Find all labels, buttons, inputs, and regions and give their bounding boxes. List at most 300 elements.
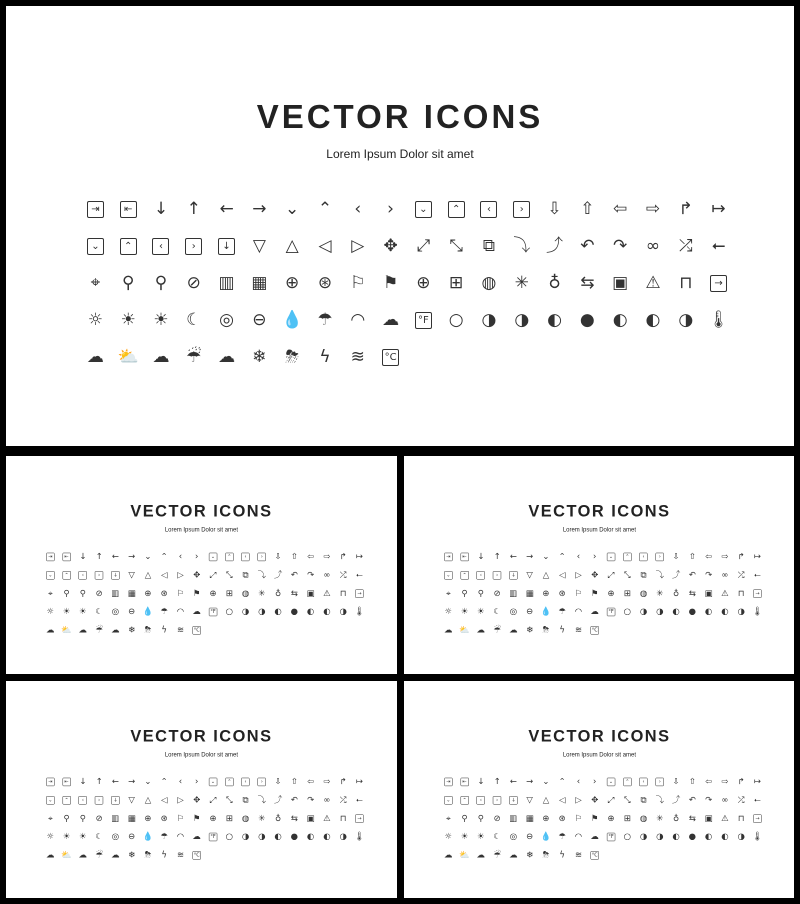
icon-row <box>79 191 739 228</box>
slide-title: VECTOR ICONS <box>130 726 273 745</box>
icon-row <box>42 846 369 864</box>
circle-chevron-left-icon <box>75 566 91 584</box>
pushpin-icon: ⚲ <box>154 273 168 293</box>
globe-icon: ⊕ <box>209 813 217 824</box>
circle-arrow-down-icon <box>505 791 521 809</box>
arrow-down-icon: ↓ <box>153 199 169 219</box>
expand-icon: ⤢ <box>607 795 615 805</box>
waxing-crescent-icon: ◑ <box>241 831 250 842</box>
chevron-down-icon: ⌄ <box>144 776 152 787</box>
curved-arrow-down-icon: ⤵ <box>513 236 531 256</box>
usb-icon: ⭠ <box>356 570 363 580</box>
compass-icon: ⊘ <box>493 588 501 599</box>
waxing-crescent-icon: ◑ <box>481 310 497 330</box>
slide-content <box>6 456 397 674</box>
waning-crescent-icon: ◑ <box>737 831 745 842</box>
cloud-lightning-icon: ϟ <box>559 625 565 636</box>
waxing-crescent-icon: ◑ <box>639 606 648 617</box>
fahrenheit-icon <box>603 603 619 621</box>
sunset-icon: ☀ <box>153 310 169 330</box>
sign-in-icon <box>440 548 456 566</box>
crosshair-icon: ⊕ <box>542 588 550 599</box>
expand-icon: ⤢ <box>209 570 217 580</box>
outline-arrow-down-icon: ⇩ <box>274 776 282 787</box>
icon-row <box>79 228 739 265</box>
icon-row <box>440 791 767 809</box>
triangle-down-icon: ▽ <box>128 795 135 805</box>
icon-glyph: ‹ <box>477 796 485 804</box>
external-link-icon: ⧉ <box>242 570 249 580</box>
arrow-up-icon: ↑ <box>95 776 103 787</box>
outline-arrow-down-icon: ⇩ <box>547 199 562 219</box>
desk-globe-icon: ♁ <box>672 588 680 599</box>
reply-icon: ↶ <box>580 236 595 256</box>
circle-chevron-up-icon <box>112 228 145 265</box>
celsius-icon <box>587 621 603 639</box>
triangle-up-icon: △ <box>542 795 550 805</box>
redo-arrow-icon: ↦ <box>711 199 726 219</box>
water-drop-icon: 💧 <box>281 310 303 330</box>
cloud-icon: ☁ <box>590 606 599 617</box>
pushpin-icon: ⚲ <box>477 588 484 599</box>
moon-surface-icon: ◎ <box>111 606 120 617</box>
wind-icon: ≋ <box>350 347 365 367</box>
forward-icon: ↷ <box>613 236 628 256</box>
icon-glyph: ⇤ <box>62 778 70 786</box>
map-icon: ▥ <box>111 813 120 824</box>
square-chevron-up-icon <box>221 773 237 791</box>
direction-board-icon <box>351 584 367 602</box>
triangle-right-icon: ▷ <box>177 795 184 805</box>
chevron-right-icon: › <box>195 776 199 787</box>
sign-board-icon: ▣ <box>704 813 713 824</box>
icon-row <box>440 846 767 864</box>
moon-stars-icon: ☾ <box>186 310 202 330</box>
cloud-rain-icon: ☔ <box>493 850 501 861</box>
folded-map-icon: ▦ <box>251 273 268 293</box>
circle-chevron-up-icon <box>58 566 74 584</box>
umbrella-icon: ☂ <box>558 831 566 842</box>
arrow-up-icon: ↑ <box>95 551 103 562</box>
water-drop-icon: 💧 <box>540 831 552 842</box>
icon-glyph: ‹ <box>152 238 169 255</box>
forward-icon: ↷ <box>307 795 315 805</box>
slide-subtitle: Lorem Ipsum Dolor sit amet <box>164 525 238 533</box>
cloud-rain-icon: ☔ <box>95 625 103 636</box>
external-link-icon: ⧉ <box>242 795 249 805</box>
cloud-lightning-icon: ϟ <box>319 347 331 367</box>
cloud-outline-icon: ☁ <box>46 625 55 636</box>
outline-arrow-down-icon: ⇩ <box>274 551 282 562</box>
thermometer-icon: 🌡 <box>752 606 763 617</box>
wind-icon: ≋ <box>574 625 583 636</box>
icon-glyph: → <box>355 814 363 822</box>
icon-row <box>440 773 767 791</box>
infinity-loop-icon: ∞ <box>323 570 331 580</box>
pushpin-icon: ⚲ <box>79 588 86 599</box>
arrow-up-icon: ↑ <box>493 776 501 787</box>
cloud-showers-icon: ☁ <box>111 625 120 636</box>
new-moon-icon: ○ <box>623 606 631 617</box>
billboard-icon: ⊓ <box>339 588 347 599</box>
circle-arrow-down-icon <box>210 228 243 265</box>
folded-map-icon: ▦ <box>127 813 136 824</box>
circle-chevron-left-icon <box>75 791 91 809</box>
icon-glyph: › <box>493 571 501 579</box>
curved-arrow-up-icon: ⤴ <box>671 570 681 580</box>
square-chevron-left-icon <box>635 773 651 791</box>
target-icon: ⊛ <box>160 588 168 599</box>
arrow-down-icon: ↓ <box>79 551 87 562</box>
corner-up-right-icon: ↱ <box>737 551 745 562</box>
sign-out-icon <box>456 773 472 791</box>
rainbow-icon: ◠ <box>176 831 185 842</box>
icon-glyph: °C <box>591 852 598 858</box>
icon-glyph: › <box>656 778 664 786</box>
forward-icon: ↷ <box>705 795 713 805</box>
sign-out-icon <box>58 548 74 566</box>
reply-icon: ↶ <box>290 570 298 580</box>
rainbow-icon: ◠ <box>574 831 583 842</box>
icon-glyph: °C <box>193 627 200 633</box>
icon-row <box>42 603 369 621</box>
icon-glyph: ⇤ <box>62 553 70 561</box>
icon-glyph: ⌃ <box>623 778 631 786</box>
outline-arrow-up-icon: ⇧ <box>580 199 595 219</box>
thermometer-icon: 🌡 <box>354 831 365 842</box>
waxing-gibbous-icon: ◐ <box>672 606 680 617</box>
slide-thumbnail-1[interactable] <box>6 456 397 674</box>
first-quarter-icon: ◑ <box>656 606 664 617</box>
icon-glyph: ↓ <box>111 796 119 804</box>
cloud-snow-icon: ❄ <box>128 625 136 636</box>
first-quarter-icon: ◑ <box>258 831 266 842</box>
triangle-up-icon: △ <box>542 570 550 580</box>
flag-icon: ⚐ <box>574 813 583 824</box>
triangle-right-icon: ▷ <box>575 570 582 580</box>
chevron-right-icon: › <box>593 551 597 562</box>
thermometer-icon: 🌡 <box>354 606 365 617</box>
outline-arrow-right-icon: ⇨ <box>721 776 729 787</box>
shuffle-icon: ⤮ <box>678 236 693 256</box>
icon-glyph: ⌃ <box>62 796 70 804</box>
move-icon: ✥ <box>591 795 599 805</box>
map-icon: ▥ <box>111 588 120 599</box>
crosshair-icon: ⊕ <box>285 273 300 293</box>
last-quarter-icon: ◐ <box>721 606 729 617</box>
icon-glyph: → <box>753 814 761 822</box>
circle-chevron-right-icon <box>91 566 107 584</box>
triangle-left-icon: ◁ <box>558 795 566 805</box>
flag-icon: ⚐ <box>176 813 185 824</box>
usb-icon: ⭠ <box>754 795 761 805</box>
corner-up-right-icon: ↱ <box>339 551 347 562</box>
triangle-right-icon: ▷ <box>575 795 582 805</box>
moon-surface-icon: ◎ <box>509 831 518 842</box>
cloud-snow-icon: ❄ <box>526 625 534 636</box>
icon-row <box>79 302 739 339</box>
icon-row <box>42 773 369 791</box>
icon-grid <box>79 191 739 376</box>
umbrella-icon: ☂ <box>558 606 566 617</box>
outline-arrow-right-icon: ⇨ <box>323 776 331 787</box>
waning-gibbous-icon: ◐ <box>612 310 628 330</box>
icon-glyph: ↓ <box>509 796 517 804</box>
road-sign-icon: ⚠ <box>645 273 661 293</box>
square-chevron-up-icon <box>440 191 473 228</box>
flag-icon: ⚐ <box>176 588 185 599</box>
usb-icon: ⭠ <box>356 795 363 805</box>
chevron-right-icon: › <box>387 199 394 219</box>
chevron-left-icon: ‹ <box>178 776 183 787</box>
cloud-drizzle-icon: ☁ <box>78 850 88 861</box>
icon-glyph: ‹ <box>477 571 485 579</box>
chevron-up-icon: ⌃ <box>317 199 333 219</box>
moon-surface-icon: ◎ <box>219 310 234 330</box>
new-moon-icon: ○ <box>225 606 233 617</box>
circle-chevron-down-icon <box>42 791 58 809</box>
fahrenheit-icon <box>205 603 221 621</box>
full-moon-icon: ● <box>688 831 697 842</box>
road-sign-icon: ⚠ <box>323 813 331 824</box>
slide-title: VECTOR ICONS <box>528 501 671 520</box>
icon-glyph: › <box>258 778 266 786</box>
icon-glyph: ⌄ <box>87 238 104 255</box>
celsius-icon <box>587 846 603 864</box>
icon-row <box>440 584 767 602</box>
chevron-left-icon: ‹ <box>354 199 362 219</box>
target-icon: ⊛ <box>160 813 168 824</box>
square-chevron-left-icon <box>237 773 253 791</box>
circle-chevron-down-icon <box>440 566 456 584</box>
icon-row <box>42 809 369 827</box>
icon-glyph: ⌄ <box>209 778 217 786</box>
move-icon: ✥ <box>383 236 398 256</box>
square-chevron-right-icon <box>254 773 270 791</box>
sunrise-icon: ☀ <box>62 831 71 842</box>
icon-row <box>42 584 369 602</box>
last-quarter-icon: ◐ <box>645 310 661 330</box>
slide-content <box>6 6 794 446</box>
cloud-icon: ☁ <box>382 310 400 330</box>
icon-row <box>79 339 739 376</box>
icon-glyph: ⌄ <box>46 796 54 804</box>
square-chevron-down-icon <box>205 548 221 566</box>
moon-surface-icon: ◎ <box>509 606 518 617</box>
icon-glyph: ⌄ <box>607 553 615 561</box>
outline-arrow-down-icon: ⇩ <box>672 551 680 562</box>
corner-up-right-icon: ↱ <box>737 776 745 787</box>
waning-crescent-icon: ◑ <box>339 831 347 842</box>
triangle-left-icon: ◁ <box>318 236 332 256</box>
earth-icon: ◍ <box>481 273 497 293</box>
square-chevron-up-icon <box>619 548 635 566</box>
sign-out-icon <box>112 191 145 228</box>
icon-glyph: → <box>710 275 727 292</box>
collapse-icon: ⤡ <box>623 570 631 580</box>
network-globe-icon: ✳ <box>656 813 664 824</box>
arrow-left-icon: ← <box>509 776 517 787</box>
slide-thumbnail-2[interactable] <box>404 456 794 674</box>
icon-row <box>440 566 767 584</box>
waving-flag-icon: ⚑ <box>590 813 599 824</box>
sign-in-icon <box>79 191 112 228</box>
triangle-down-icon: ▽ <box>128 570 135 580</box>
circle-arrow-down-icon <box>107 791 123 809</box>
cloud-showers-icon: ☁ <box>509 850 518 861</box>
cloud-rain-icon: ☔ <box>186 347 202 367</box>
circle-arrow-down-icon <box>107 566 123 584</box>
circle-chevron-down-icon <box>42 566 58 584</box>
last-quarter-icon: ◐ <box>323 606 331 617</box>
slide-content <box>404 681 794 898</box>
sign-in-icon <box>440 773 456 791</box>
chevron-up-icon: ⌃ <box>558 776 566 787</box>
icon-glyph: ⌃ <box>448 201 465 218</box>
shuffle-icon: ⤮ <box>737 795 745 805</box>
outline-arrow-right-icon: ⇨ <box>721 551 729 562</box>
arrow-down-icon: ↓ <box>477 551 485 562</box>
icon-row <box>440 809 767 827</box>
desk-globe-icon: ♁ <box>672 813 680 824</box>
icon-glyph: ↓ <box>218 238 235 255</box>
icon-grid <box>42 548 369 640</box>
chevron-down-icon: ⌄ <box>144 551 152 562</box>
earth-icon: ◍ <box>639 813 648 824</box>
pushpin-icon: ⚲ <box>477 813 484 824</box>
icon-glyph: ‹ <box>639 553 647 561</box>
sunrise-icon: ☀ <box>460 606 469 617</box>
globe-grid-icon: ⊞ <box>225 588 233 599</box>
slide-main[interactable] <box>6 6 794 446</box>
signpost-icon: ⇆ <box>290 588 298 599</box>
cloud-icon: ☁ <box>590 831 599 842</box>
outline-arrow-left-icon: ⇦ <box>705 776 713 787</box>
sign-out-icon <box>58 773 74 791</box>
new-moon-icon: ○ <box>225 831 233 842</box>
chevron-down-icon: ⌄ <box>542 776 550 787</box>
chevron-right-icon: › <box>195 551 199 562</box>
celsius-icon <box>189 621 205 639</box>
billboard-icon: ⊓ <box>679 273 693 293</box>
sun-icon: ☼ <box>444 606 453 617</box>
fahrenheit-icon <box>603 828 619 846</box>
external-link-icon: ⧉ <box>482 236 496 256</box>
wind-icon: ≋ <box>574 850 583 861</box>
arrow-up-icon: ↑ <box>186 199 201 219</box>
crosshair-icon: ⊕ <box>144 588 152 599</box>
outline-arrow-up-icon: ⇧ <box>290 551 298 562</box>
icon-glyph: ‹ <box>79 571 87 579</box>
expand-icon: ⤢ <box>607 570 615 580</box>
moon-stars-icon: ☾ <box>95 606 103 617</box>
partly-cloudy-icon: ⛅ <box>459 625 470 636</box>
square-chevron-up-icon <box>619 773 635 791</box>
icon-row <box>42 828 369 846</box>
redo-arrow-icon: ↦ <box>355 551 363 562</box>
slide-title: VECTOR ICONS <box>528 726 671 745</box>
outline-arrow-left-icon: ⇦ <box>307 776 315 787</box>
arrow-left-icon: ← <box>111 551 119 562</box>
umbrella-icon: ☂ <box>160 606 168 617</box>
circle-chevron-left-icon <box>473 791 489 809</box>
icon-glyph: ⌄ <box>444 571 452 579</box>
icon-glyph: ⌃ <box>460 796 468 804</box>
triangle-left-icon: ◁ <box>558 570 566 580</box>
last-quarter-icon: ◐ <box>323 831 331 842</box>
curved-arrow-up-icon: ⤴ <box>671 795 681 805</box>
outline-arrow-left-icon: ⇦ <box>613 199 628 219</box>
sun-icon: ☼ <box>46 606 55 617</box>
compass-icon: ⊘ <box>186 273 201 293</box>
chevron-right-icon: › <box>593 776 597 787</box>
first-quarter-icon: ◑ <box>656 831 664 842</box>
celsius-icon <box>189 846 205 864</box>
icon-glyph: ‹ <box>241 778 249 786</box>
triangle-left-icon: ◁ <box>160 795 168 805</box>
icon-glyph: °F <box>415 312 432 329</box>
map-pin-icon: ⌖ <box>445 813 451 824</box>
last-quarter-icon: ◐ <box>721 831 729 842</box>
external-link-icon: ⧉ <box>640 570 647 580</box>
curved-arrow-up-icon: ⤴ <box>273 570 283 580</box>
full-moon-icon: ● <box>688 606 697 617</box>
new-moon-icon: ○ <box>448 310 464 330</box>
move-icon: ✥ <box>193 795 201 805</box>
water-drop-icon: 💧 <box>142 606 154 617</box>
arrow-right-icon: → <box>128 551 136 562</box>
slide-thumbnail-3[interactable] <box>6 681 397 898</box>
outline-arrow-up-icon: ⇧ <box>688 551 696 562</box>
slide-subtitle: Lorem Ipsum Dolor sit amet <box>562 750 636 758</box>
direction-board-icon <box>749 809 765 827</box>
arrow-up-icon: ↑ <box>493 551 501 562</box>
first-quarter-icon: ◑ <box>258 606 266 617</box>
network-globe-icon: ✳ <box>258 588 266 599</box>
sun-icon: ☼ <box>46 831 55 842</box>
chevron-up-icon: ⌃ <box>160 776 168 787</box>
full-moon-icon: ● <box>579 310 595 330</box>
icon-glyph: °C <box>382 349 399 366</box>
slide-content <box>404 456 794 674</box>
icon-row <box>440 548 767 566</box>
shuffle-icon: ⤮ <box>339 570 347 580</box>
direction-board-icon <box>749 584 765 602</box>
rainbow-icon: ◠ <box>574 606 583 617</box>
signpost-icon: ⇆ <box>580 273 595 293</box>
cloud-outline-icon: ☁ <box>86 347 104 367</box>
rainbow-icon: ◠ <box>176 606 185 617</box>
icon-glyph: ⌃ <box>623 553 631 561</box>
curved-arrow-down-icon: ⤵ <box>257 795 267 805</box>
desk-globe-icon: ♁ <box>274 588 282 599</box>
icon-glyph: ⌃ <box>460 571 468 579</box>
outline-arrow-down-icon: ⇩ <box>672 776 680 787</box>
cloud-drizzle-icon: ☁ <box>476 850 486 861</box>
slide-thumbnail-4[interactable] <box>404 681 794 898</box>
cloud-outline-icon: ☁ <box>444 625 453 636</box>
sunrise-icon: ☀ <box>62 606 71 617</box>
slide-subtitle: Lorem Ipsum Dolor sit amet <box>326 147 474 161</box>
waxing-gibbous-icon: ◐ <box>274 831 282 842</box>
waning-crescent-icon: ◑ <box>737 606 745 617</box>
square-chevron-left-icon <box>635 548 651 566</box>
arrow-left-icon: ← <box>219 199 234 219</box>
icon-glyph: › <box>95 796 103 804</box>
circle-chevron-up-icon <box>456 791 472 809</box>
waning-gibbous-icon: ◐ <box>704 831 713 842</box>
icon-glyph: ⇤ <box>460 778 468 786</box>
